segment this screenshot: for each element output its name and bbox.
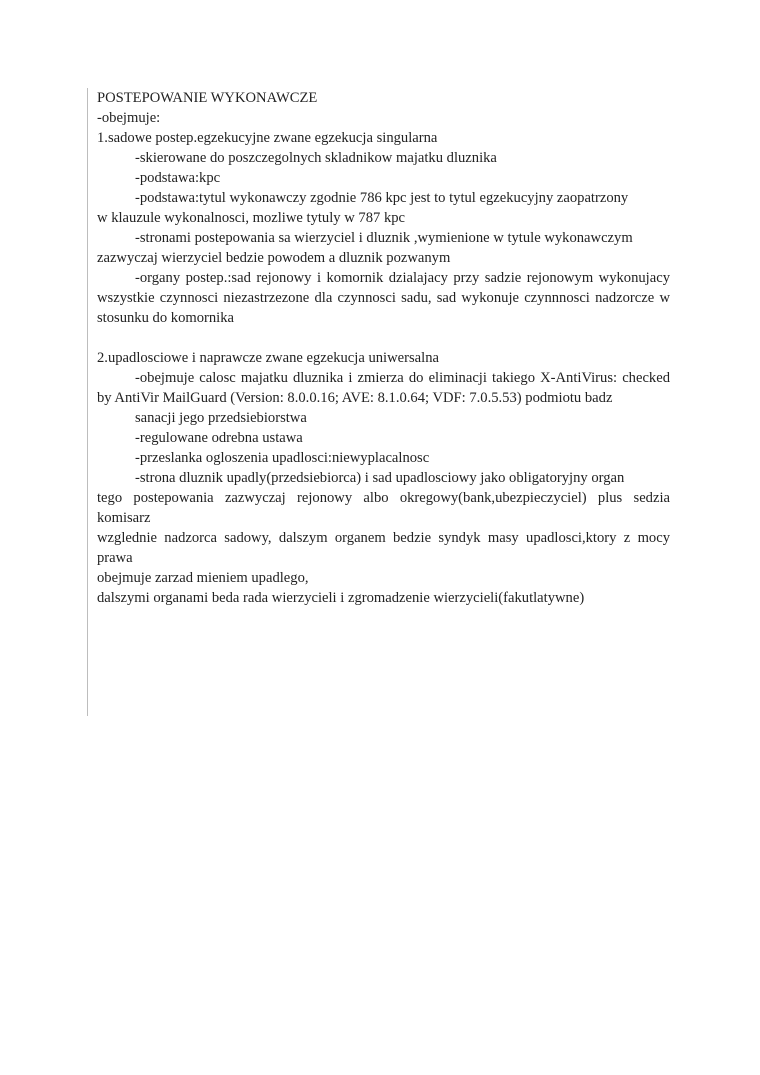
text-line: -podstawa:tytul wykonawczy zgodnie 786 kpc jest to tytul egzekucyjny zaopatrzony [135, 190, 629, 206]
text-line: sanacji jego przedsiebiorstwa [135, 410, 307, 426]
section-heading: 2.upadlosciowe i naprawcze zwane egzekucja uniwersalna [97, 350, 439, 366]
text-line: obejmuje zarzad mieniem upadlego, [97, 570, 309, 586]
document-title: POSTEPOWANIE WYKONAWCZE [97, 90, 318, 106]
text-line: -przeslanka ogloszenia upadlosci:niewyplacalnosc [135, 450, 430, 466]
section-heading: 1.sadowe postep.egzekucyjne zwane egzekucja singularna [97, 130, 438, 146]
text-line: -strona dluznik upadly(przedsiebiorca) i sad upadlosciowy jako obligatoryjny organ [135, 470, 625, 486]
text-line: -obejmuje calosc majatku dluznika i zmierza do eliminacji takiego X-AntiVirus: checked by AntiVir MailGuard (Version: 8.0.0.16; AVE: 8.1.0.64; VDF: 7.0.5.53) podmiotu badz [97, 370, 670, 406]
text-line: w klauzule wykonalnosci, mozliwe tytuly w 787 kpc [97, 210, 406, 226]
text-line: wzglednie nadzorca sadowy, dalszym organem bedzie syndyk masy upadlosci,ktory z mocy prawa [97, 530, 670, 566]
text-line: -podstawa:kpc [135, 170, 221, 186]
text-line: -skierowane do poszczegolnych skladnikow majatku dluznika [135, 150, 497, 166]
text-line: zazwyczaj wierzyciel bedzie powodem a dluznik pozwanym [97, 250, 451, 266]
text-line: -obejmuje: [97, 110, 161, 126]
text-line: -organy postep.:sad rejonowy i komornik dzialajacy przy sadzie rejonowym wykonujacy wszystkie czynnosci niezastrzezone dla czynnosci sadu, sad wykonuje czynnnosci nadzorcze w stosunku do komornika [97, 270, 670, 326]
text-line: dalszymi organami beda rada wierzycieli i zgromadzenie wierzycieli(fakutlatywne) [97, 590, 585, 606]
text-line: tego postepowania zazwyczaj rejonowy albo okregowy(bank,ubezpieczyciel) plus sedzia komisarz [97, 490, 670, 526]
text-line: -stronami postepowania sa wierzyciel i dluznik ,wymienione w tytule wykonawczym [135, 230, 633, 246]
margin-bar [87, 88, 88, 716]
document-body [97, 88, 670, 608]
text-line: -regulowane odrebna ustawa [135, 430, 303, 446]
paragraph-gap [97, 328, 670, 348]
